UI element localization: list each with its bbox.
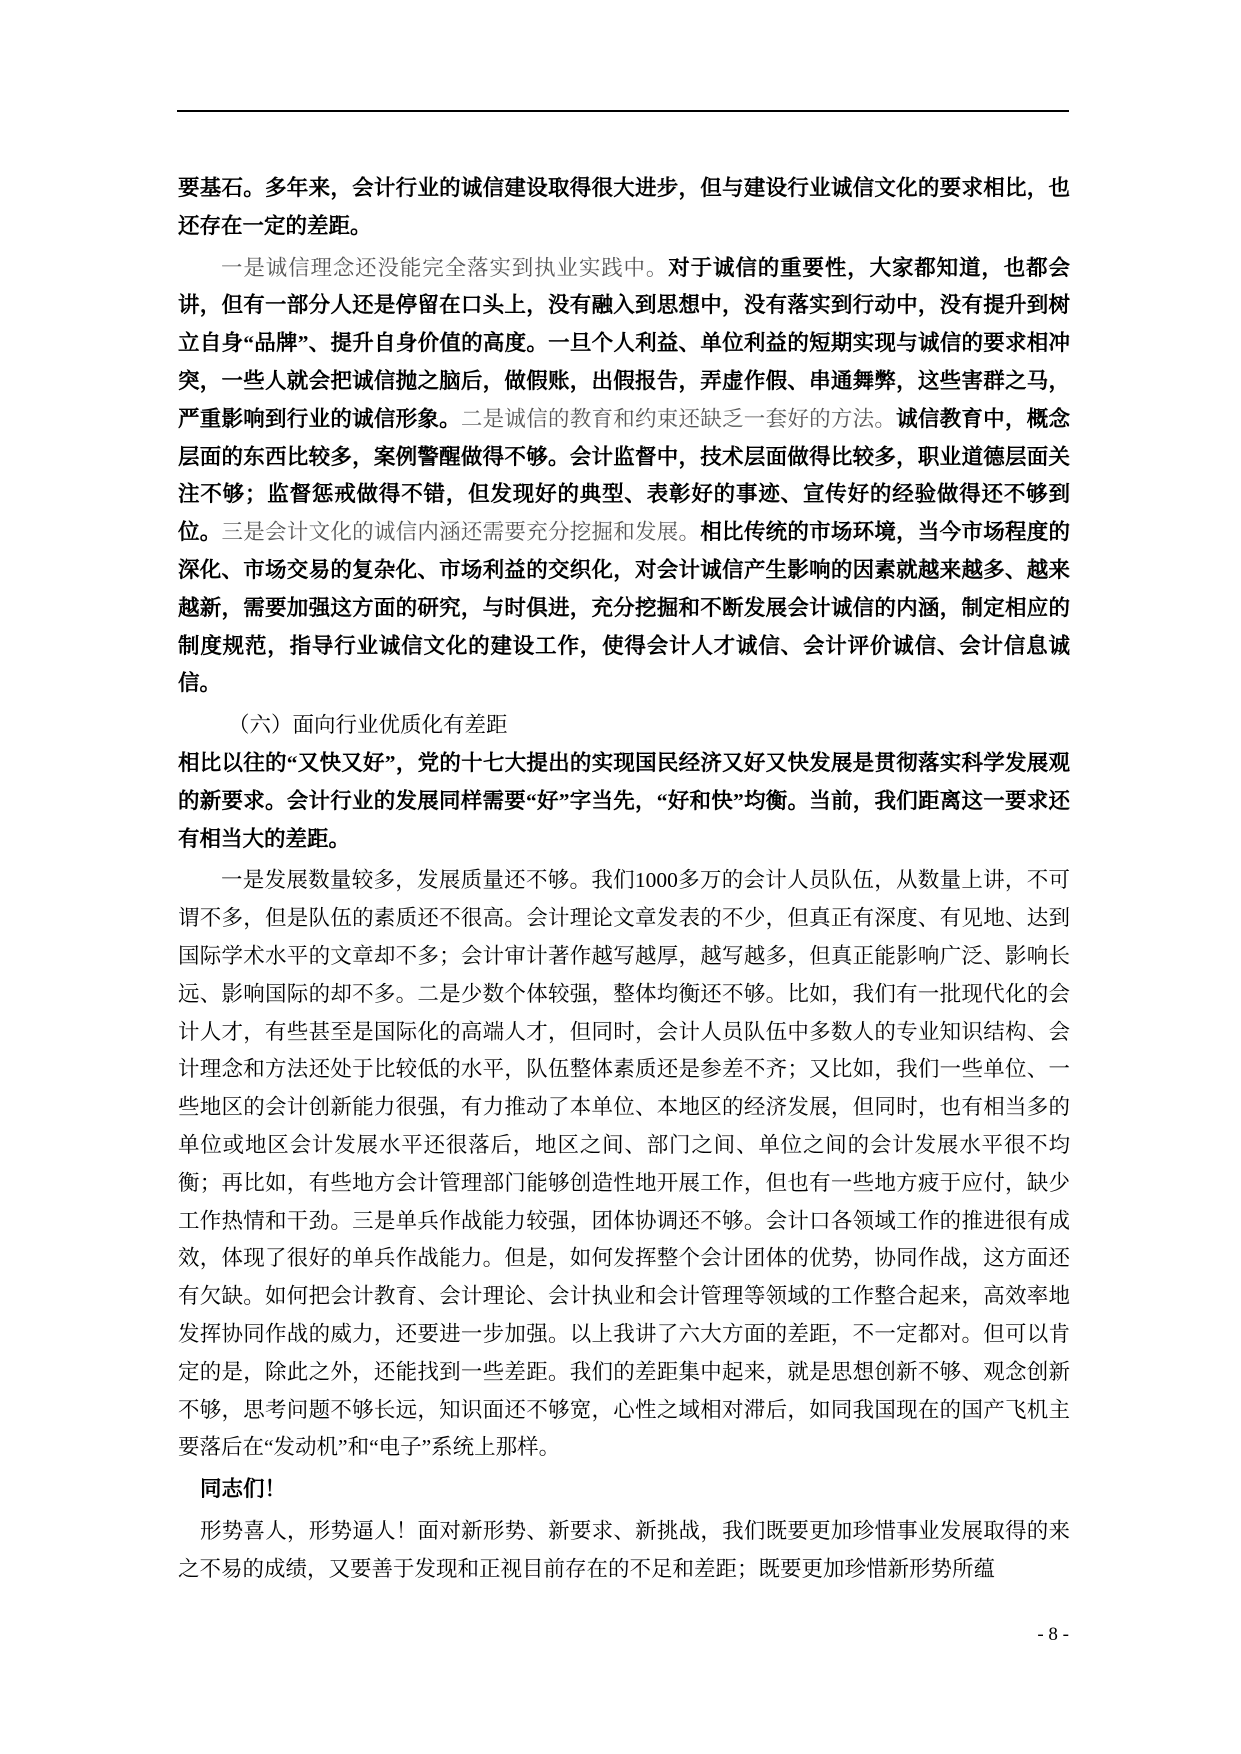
subheading-one: 一是诚信理念还没能完全落实到执业实践中。	[221, 255, 669, 280]
text-segment: 对于诚信的重要性，大家都知道，也都会讲，但有一部分人还是停留在口头上，没有融入到思想中，没有落实到行动中，没有提升到树立自身“品牌”、提升自身价值的高度。一旦个人利益、单位利益的短期实现与诚信的要求相冲突，一些人就会把诚信抛之脑后，做假账，出假报告，弄虚作假、串通舞弊，这些害群之马，严重影响到行业的诚信形象。	[178, 255, 1070, 431]
paragraph-comrades	[178, 1471, 1070, 1509]
text-segment: 要基石。多年来，会计行业的诚信建设取得很大进步，但与建设行业诚信文化的要求相比，也还存在一定的差距。	[178, 176, 1070, 238]
page-number: - 8 -	[1037, 1624, 1069, 1645]
text-segment: 诚信教育中，概念层面的东西比较多，案例警醒做得不够。会计监督中，技术层面做得比较多，职业道德层面关注不够；监督惩戒做得不错，但发现好的典型、表彰好的事迹、宣传好的经验做得还不够到位。	[178, 406, 1070, 545]
subheading-three: 三是会计文化的诚信内涵还需要充分挖掘和发展。	[221, 520, 701, 545]
subheading-two: 二是诚信的教育和约束还缺乏一套好的方法。	[460, 406, 897, 431]
text-segment: 相比传统的市场环境，当今市场程度的深化、市场交易的复杂化、市场利益的交织化，对会计诚信产生影响的因素就越来越多、越来越新，需要加强这方面的研究，与时俱进，充分挖掘和不断发展会计诚信的内涵，制定相应的制度规范，指导行业诚信文化的建设工作，使得会计人才诚信、会计评价诚信、会计信息诚信。	[178, 520, 1070, 696]
text-segment: 同志们！	[200, 1477, 287, 1502]
text-segment: 相比以往的“又快又好”，党的十七大提出的实现国民经济又好又快发展是贯彻落实科学发展观的新要求。会计行业的发展同样需要“好”字当先，“好和快”均衡。当前，我们距离这一要求还有相当大的差距。	[178, 750, 1070, 851]
section-heading-six	[178, 707, 1070, 745]
paragraph-quality-intro	[178, 745, 1070, 858]
paragraph-integrity-gaps	[178, 250, 1070, 704]
paragraph-integrity-intro	[178, 170, 1070, 246]
text-segment: 一是发展数量较多，发展质量还不够。我们1000多万的会计人员队伍，从数量上讲，不可谓不多，但是队伍的素质还不很高。会计理论文章发表的不少，但真正有深度、有见地、达到国际学术水平的文章却不多；会计审计著作越写越厚，越写越多，但真正能影响广泛、影响长远、影响国际的却不多。二是少数个体较强，整体均衡还不够。比如，我们有一批现代化的会计人才，有些甚至是国际化的高端人才，但同时，会计人员队伍中多数人的专业知识结构、会计理念和方法还处于比较低的水平，队伍整体素质还是参差不齐；又比如，我们一些单位、一些地区的会计创新能力很强，有力推动了本单位、本地区的经济发展，但同时，也有相当多的单位或地区会计发展水平还很落后，地区之间、部门之间、单位之间的会计发展水平很不均衡；再比如，有些地方会计管理部门能够创造性地开展工作，但也有一些地方疲于应付，缺少工作热情和干劲。三是单兵作战能力较强，团体协调还不够。会计口各领域工作的推进很有成效，体现了很好的单兵作战能力。但是，如何发挥整个会计团体的优势，协同作战，这方面还有欠缺。如何把会计教育、会计理论、会计执业和会计管理等领域的工作整合起来，高效率地发挥协同作战的威力，还要进一步加强。以上我讲了六大方面的差距，不一定都对。但可以肯定的是，除此之外，还能找到一些差距。我们的差距集中起来，就是思想创新不够、观念创新不够，思考问题不够长远，知识面还不够宽，心性之域相对滞后，如同我国现在的国产飞机主要落后在“发动机”和“电子”系统上那样。	[178, 868, 1070, 1460]
text-segment: 形势喜人，形势逼人！面对新形势、新要求、新挑战，我们既要更加珍惜事业发展取得的来之不易的成绩，又要善于发现和正视目前存在的不足和差距；既要更加珍惜新形势所蕴	[178, 1518, 1070, 1581]
paragraph-situation	[178, 1513, 1070, 1589]
document-body	[178, 170, 1070, 1592]
header-rule	[177, 110, 1069, 112]
paragraph-quality-gaps	[178, 862, 1070, 1467]
section-heading-text: （六）面向行业优质化有差距	[228, 713, 508, 738]
